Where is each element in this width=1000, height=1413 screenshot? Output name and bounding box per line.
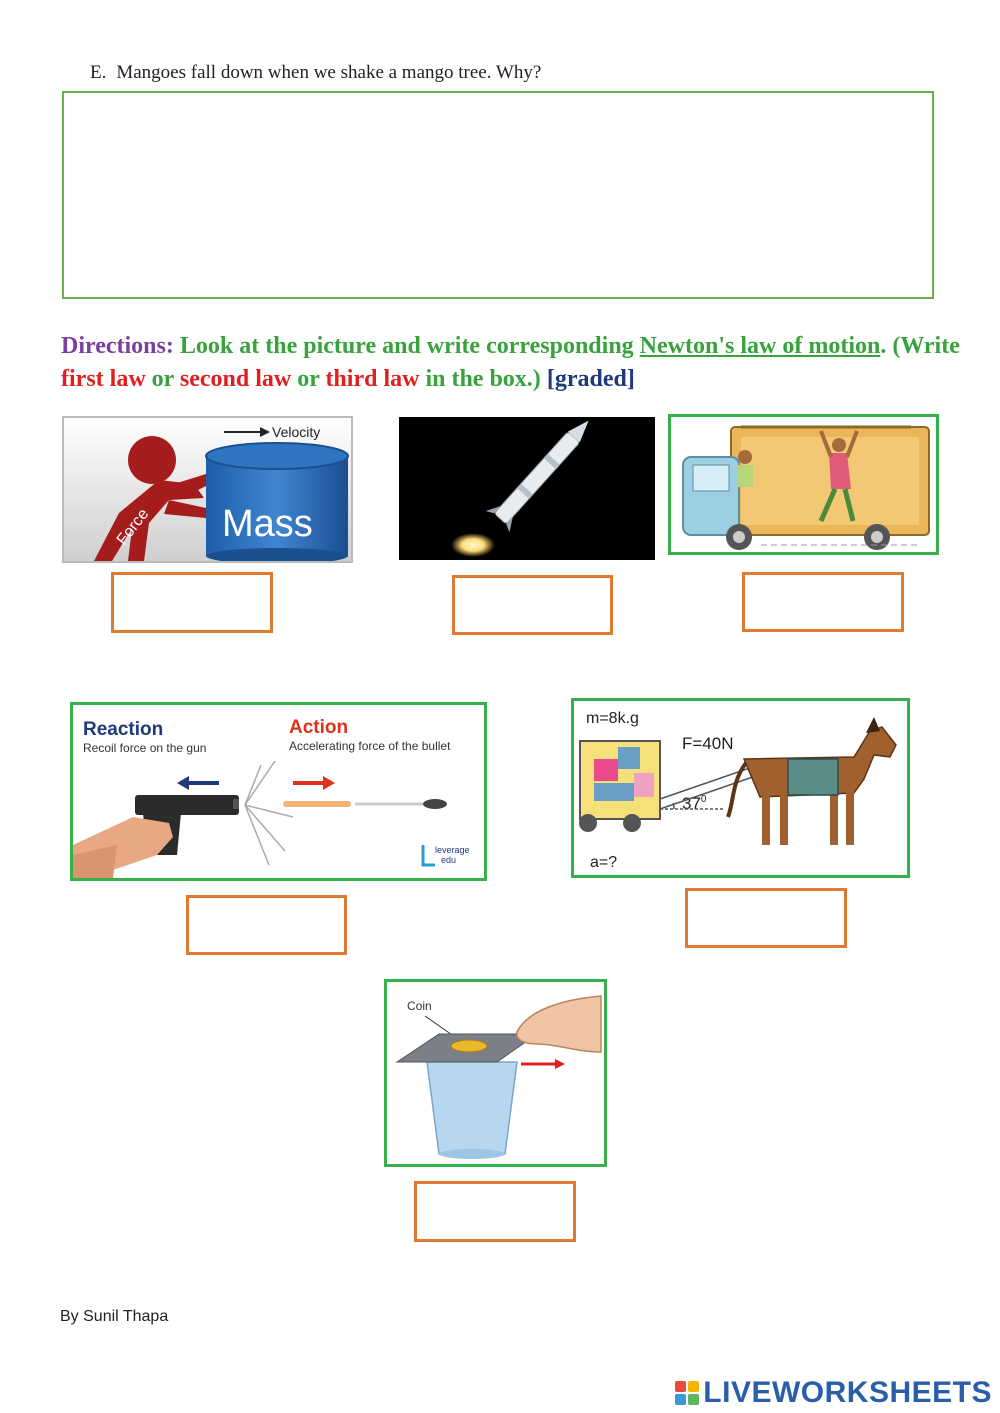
second-law-text: second law: [179, 366, 292, 392]
question-e: [90, 62, 541, 84]
logo-line-1: leverage: [435, 845, 470, 855]
angle-label: $37^0$: [682, 794, 707, 813]
answer-box-force-mass[interactable]: [111, 572, 273, 633]
answer-box-coin[interactable]: [414, 1181, 576, 1242]
logo-line-2: edu: [441, 855, 457, 865]
glass-icon: [427, 1062, 517, 1159]
reaction-subtitle: Recoil force on the gun: [83, 741, 207, 755]
acceleration-label: a=?: [590, 854, 618, 871]
hand-icon: [73, 817, 173, 878]
mass-label: Mass: [222, 503, 313, 545]
action-title: Action: [289, 717, 349, 738]
horse-icon: [728, 717, 896, 845]
graded-text: graded: [554, 366, 627, 392]
liveworksheets-logo-icon: [675, 1381, 699, 1405]
rocket-flame: [451, 533, 495, 557]
mass-value-label: m=8k.g: [586, 710, 639, 727]
answer-box-bus[interactable]: [742, 572, 904, 632]
coin-label: Coin: [407, 999, 432, 1013]
bus-driver-icon: [737, 450, 753, 487]
newtons-law-link[interactable]: Newton's law of motion: [639, 333, 881, 359]
cart-icon: [579, 741, 660, 832]
finger-icon: [517, 996, 601, 1052]
bullet-icon: [283, 799, 447, 809]
or-text-2: or: [291, 366, 326, 392]
question-label: E.: [90, 62, 107, 83]
leverage-edu-logo: [423, 845, 470, 865]
image-bus: [668, 414, 939, 555]
image-coin: [384, 979, 607, 1167]
pull-direction-arrow-icon: [521, 1059, 565, 1069]
action-subtitle: Accelerating force of the bullet: [289, 739, 451, 753]
author-credit: By Sunil Thapa: [60, 1308, 169, 1325]
answer-box-question-e[interactable]: [62, 91, 934, 299]
image-horse-cart: [571, 698, 910, 878]
directions-text-1: Look at the picture and write corresponding: [173, 333, 640, 359]
force-value-label: F=40N: [682, 734, 734, 753]
or-text-1: or: [145, 366, 180, 392]
answer-box-gun[interactable]: [186, 895, 347, 955]
graded-bracket-open: [: [546, 366, 555, 392]
answer-box-rocket[interactable]: [452, 575, 613, 635]
image-force-mass: [62, 416, 353, 563]
force-label: Force: [113, 505, 153, 549]
third-law-text: third law: [325, 366, 420, 392]
reaction-arrow-icon: [177, 776, 219, 790]
directions-text-3: in the box.): [419, 366, 547, 392]
liveworksheets-logo-text: LIVEWORKSHEETS: [703, 1376, 992, 1409]
answer-box-horse-cart[interactable]: [685, 888, 847, 948]
graded-bracket-close: ]: [626, 366, 635, 392]
muzzle-blast-icon: [245, 761, 293, 865]
question-text: Mangoes fall down when we shake a mango tree. Why?: [116, 62, 542, 83]
directions-heading: Directions:: [61, 333, 174, 359]
image-gun: [70, 702, 487, 881]
directions-text-2: . (Write: [880, 333, 960, 359]
image-rocket: [399, 417, 655, 560]
action-arrow-icon: [293, 776, 335, 790]
velocity-label: Velocity: [272, 424, 321, 440]
liveworksheets-logo[interactable]: [675, 1376, 992, 1410]
coin-icon: [451, 1040, 487, 1052]
first-law-text: first law: [61, 366, 146, 392]
reaction-title: Reaction: [83, 719, 164, 740]
directions: [61, 330, 961, 396]
